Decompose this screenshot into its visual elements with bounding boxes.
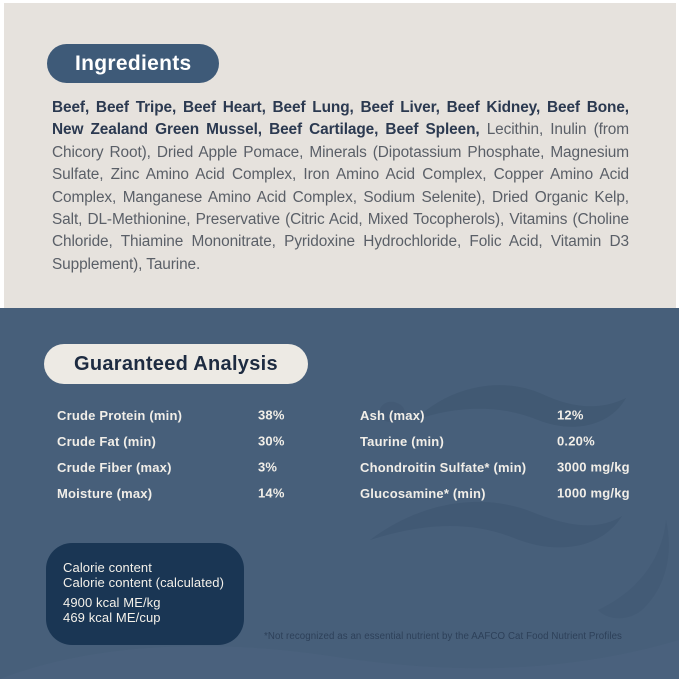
analysis-title: Guaranteed Analysis <box>74 352 278 375</box>
analysis-row-chondroitin <box>360 454 660 480</box>
analysis-row-crude-fiber <box>57 454 347 480</box>
analysis-row-label: Crude Fiber (max) <box>57 459 172 475</box>
analysis-row-value: 0.20% <box>557 433 595 449</box>
calorie-line-1: Calorie content <box>63 560 152 575</box>
analysis-row-label: Crude Fat (min) <box>57 433 157 449</box>
analysis-row-label: Moisture (max) <box>57 485 153 501</box>
analysis-title-pill <box>44 344 308 384</box>
analysis-panel <box>0 308 679 679</box>
calorie-line-4: 469 kcal ME/cup <box>63 609 161 625</box>
analysis-row-crude-protein <box>57 402 347 428</box>
ingredients-regular-text: Lecithin, Inulin (from Chicory Root), Dried Apple Pomace, Minerals (Dipotassium Phosphate, Magnesium Sulfate, Zinc Amino Acid Complex, Iron Amino Acid Complex, Copper Amino Acid Complex, Manganese Amino Acid Complex, Sodium Selenite), Dried Organic Kelp, Salt, DL-Methionine, Preservative (Citric Acid, Mixed Tocopherols), Vitamins (Choline Chloride, Thiamine Mononitrate, Pyridoxine Hydrochloride, Folic Acid, Vitamin D3 Supplement), Taurine. <box>52 121 629 273</box>
analysis-row-value: 30% <box>258 433 285 449</box>
analysis-row-moisture <box>57 480 347 506</box>
ingredients-panel <box>4 3 676 308</box>
analysis-row-label: Crude Protein (min) <box>57 407 183 423</box>
ingredients-bold-text: Beef, Beef Tripe, Beef Heart, Beef Lung, Beef Liver, Beef Kidney, Beef Bone, New Zealand Green Mussel, Beef Cartilage, Beef Spleen, <box>52 99 629 139</box>
analysis-row-glucosamine <box>360 480 660 506</box>
analysis-row-value: 3% <box>258 459 278 475</box>
analysis-table-right <box>360 402 660 506</box>
calorie-content-box <box>46 543 244 645</box>
aafco-footnote: *Not recognized as an essential nutrient by the AAFCO Cat Food Nutrient Profiles <box>264 631 623 642</box>
analysis-row-label: Glucosamine* (min) <box>360 485 486 501</box>
calorie-line-3: 4900 kcal ME/kg <box>63 595 161 610</box>
calorie-line-2: Calorie content (calculated) <box>63 574 225 590</box>
analysis-row-crude-fat <box>57 428 347 454</box>
ingredients-title: Ingredients <box>75 51 192 75</box>
analysis-row-value: 12% <box>557 407 584 423</box>
analysis-row-value: 3000 mg/kg <box>557 459 630 475</box>
analysis-row-label: Taurine (min) <box>360 433 444 449</box>
analysis-table-left <box>57 402 347 506</box>
analysis-row-label: Ash (max) <box>360 407 425 423</box>
analysis-row-value: 14% <box>258 485 285 501</box>
analysis-row-taurine <box>360 428 660 454</box>
analysis-row-ash <box>360 402 660 428</box>
analysis-row-value: 1000 mg/kg <box>557 485 630 501</box>
analysis-row-label: Chondroitin Sulfate* (min) <box>360 459 527 475</box>
ingredients-title-pill <box>47 44 219 83</box>
analysis-row-value: 38% <box>258 407 285 423</box>
ingredients-text <box>52 97 629 276</box>
